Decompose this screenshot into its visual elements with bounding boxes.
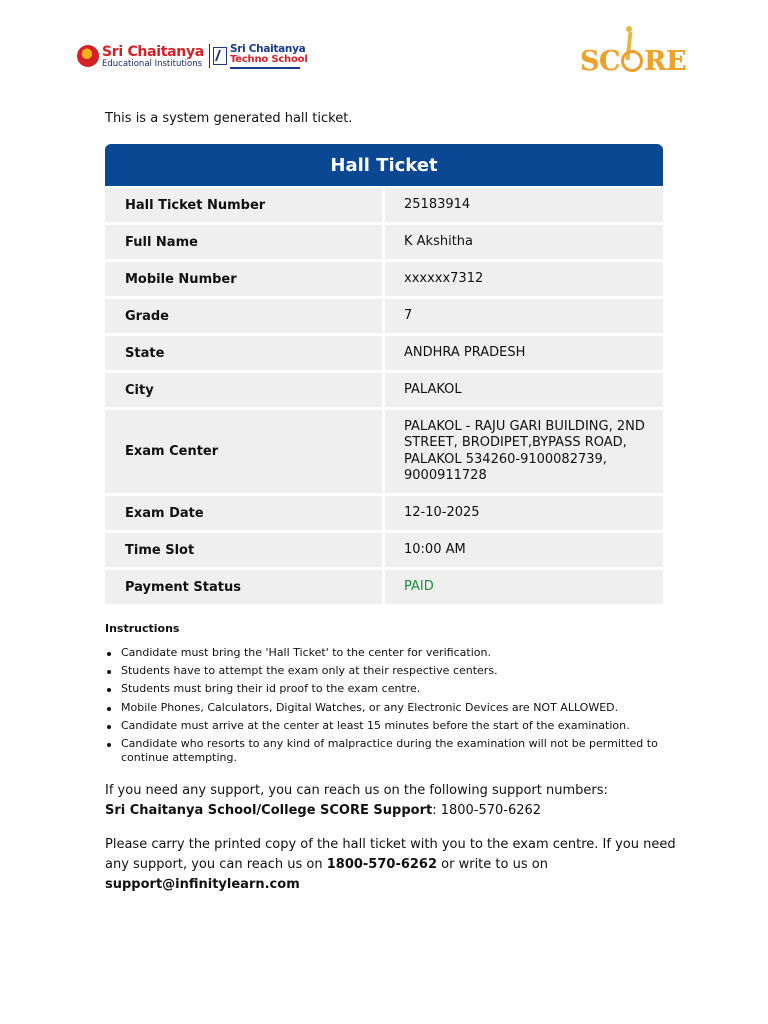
instruction-item: Students must bring their id proof to the exam centre. (105, 682, 685, 697)
ticket-row (105, 188, 663, 222)
support-number: : 1800-570-6262 (432, 803, 542, 818)
ticket-field-value: PALAKOL - RAJU GARI BUILDING, 2ND STREET, BRODIPET,BYPASS ROAD, PALAKOL 534260-9100082739, 9000911728 (385, 410, 663, 493)
ticket-field-label: Exam Date (105, 496, 382, 530)
ticket-field-value: PALAKOL (385, 373, 663, 407)
ticket-field-label: Payment Status (105, 570, 382, 604)
support-phone: 1800-570-6262 (326, 857, 438, 872)
hall-ticket-title: Hall Ticket (105, 144, 663, 186)
ticket-row (105, 410, 663, 493)
ticket-field-label: Time Slot (105, 533, 382, 567)
payment-status-badge: PAID (385, 570, 663, 604)
hall-ticket-rows (105, 188, 663, 604)
ticket-row (105, 225, 663, 259)
techno-tagline-bar (230, 67, 300, 69)
support-label: Sri Chaitanya School/College SCORE Support (105, 803, 433, 818)
ticket-row (105, 373, 663, 407)
ticket-field-label: Full Name (105, 225, 382, 259)
brand-name: Sri Chaitanya (102, 43, 204, 60)
ticket-field-label: Exam Center (105, 410, 382, 493)
ticket-field-label: Mobile Number (105, 262, 382, 296)
ticket-field-value: 12-10-2025 (385, 496, 663, 530)
ticket-row (105, 299, 663, 333)
instruction-item: Candidate must arrive at the center at least 15 minutes before the start of the examination. (105, 719, 685, 734)
sri-chaitanya-emblem-icon (77, 45, 99, 67)
carry-notice (105, 835, 680, 895)
score-logo-text: SC RE (580, 46, 687, 77)
ticket-field-label: Hall Ticket Number (105, 188, 382, 222)
ticket-field-value: xxxxxx7312 (385, 262, 663, 296)
ticket-row (105, 496, 663, 530)
instruction-item: Candidate who resorts to any kind of malpractice during the examination will not be permitted to continue attempting. (105, 737, 685, 766)
ticket-row (105, 336, 663, 370)
ticket-field-value: K Akshitha (385, 225, 663, 259)
support-section (105, 781, 675, 821)
score-logo (580, 26, 700, 76)
logo-divider (209, 44, 210, 68)
instructions-list (105, 646, 685, 770)
ticket-field-value: 25183914 (385, 188, 663, 222)
techno-school-emblem-icon (213, 47, 227, 65)
ticket-field-value: ANDHRA PRADESH (385, 336, 663, 370)
instruction-item: Mobile Phones, Calculators, Digital Watches, or any Electronic Devices are NOT ALLOWED. (105, 701, 685, 716)
ticket-field-value: 10:00 AM (385, 533, 663, 567)
carry-text: Please carry the printed copy of the hall ticket with you to the exam centre. If you need any support, you can reach us on (105, 837, 676, 872)
ticket-field-label: Grade (105, 299, 382, 333)
ticket-field-label: State (105, 336, 382, 370)
ticket-field-value: 7 (385, 299, 663, 333)
brand-subtitle: Educational Institutions (102, 58, 203, 69)
ticket-row (105, 533, 663, 567)
sri-chaitanya-logo (77, 44, 308, 69)
instructions-heading: Instructions (105, 622, 180, 635)
instruction-item: Students have to attempt the exam only at their respective centers. (105, 664, 685, 679)
techno-brand-subtitle: Techno School (229, 53, 308, 65)
support-email-link[interactable]: support@infinitylearn.com (105, 877, 300, 892)
instruction-item: Candidate must bring the 'Hall Ticket' to the center for verification. (105, 646, 685, 661)
ticket-row (105, 262, 663, 296)
techno-brand-name: Sri Chaitanya (229, 43, 306, 55)
support-intro: If you need any support, you can reach us on the following support numbers: (105, 783, 608, 798)
techno-school-logo (213, 44, 308, 69)
carry-text-middle: or write to us on (437, 857, 548, 872)
hall-ticket-table (105, 144, 663, 604)
system-generated-note: This is a system generated hall ticket. (105, 111, 353, 126)
ticket-field-label: City (105, 373, 382, 407)
ticket-row (105, 570, 663, 604)
